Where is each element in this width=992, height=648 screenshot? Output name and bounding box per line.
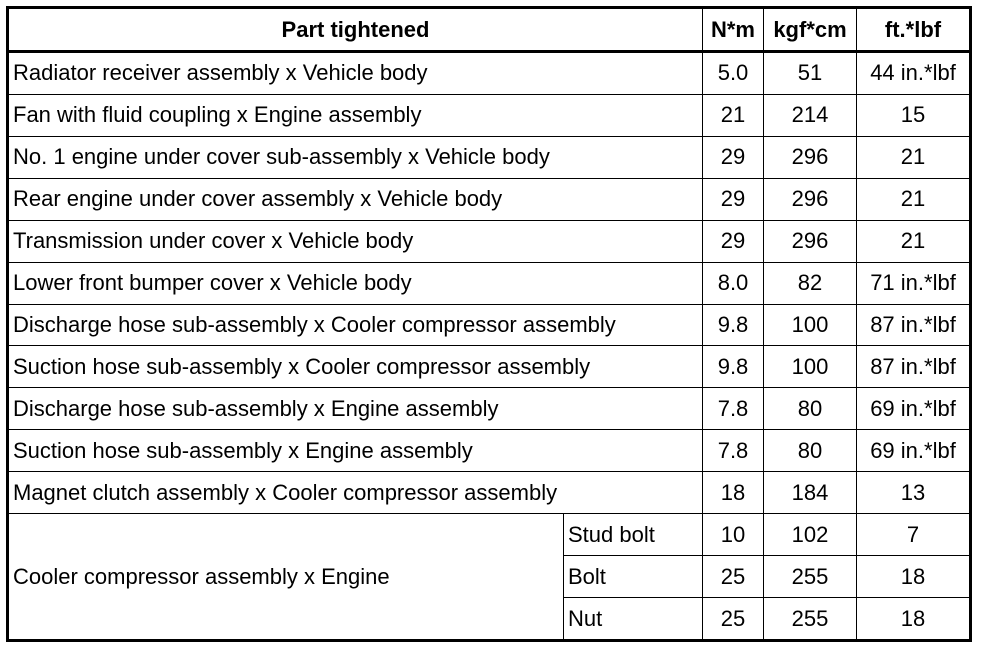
ft-cell: 69 in.*lbf: [857, 430, 971, 472]
ft-cell: 18: [857, 556, 971, 598]
ft-cell: 18: [857, 598, 971, 641]
group-part-cell: Cooler compressor assembly x Engine: [8, 514, 564, 641]
torque-spec-table: [6, 6, 972, 642]
ft-cell: 21: [857, 136, 971, 178]
sub-part-cell: Stud bolt: [564, 514, 703, 556]
nm-cell: 21: [703, 94, 764, 136]
kgf-cell: 100: [764, 304, 857, 346]
table-row: [8, 178, 971, 220]
kgf-cell: 296: [764, 178, 857, 220]
table-row: [8, 346, 971, 388]
part-cell: Suction hose sub-assembly x Cooler compressor assembly: [8, 346, 703, 388]
nm-cell: 10: [703, 514, 764, 556]
ft-cell: 69 in.*lbf: [857, 388, 971, 430]
kgf-cell: 100: [764, 346, 857, 388]
ft-cell: 71 in.*lbf: [857, 262, 971, 304]
header-row: [8, 8, 971, 52]
nm-cell: 29: [703, 220, 764, 262]
nm-cell: 29: [703, 136, 764, 178]
ft-cell: 21: [857, 178, 971, 220]
part-cell: No. 1 engine under cover sub-assembly x Vehicle body: [8, 136, 703, 178]
sub-part-cell: Bolt: [564, 556, 703, 598]
nm-cell: 5.0: [703, 52, 764, 95]
part-cell: Transmission under cover x Vehicle body: [8, 220, 703, 262]
kgf-cell: 255: [764, 598, 857, 641]
part-cell: Discharge hose sub-assembly x Cooler compressor assembly: [8, 304, 703, 346]
part-cell: Lower front bumper cover x Vehicle body: [8, 262, 703, 304]
nm-cell: 25: [703, 556, 764, 598]
nm-cell: 8.0: [703, 262, 764, 304]
ft-cell: 21: [857, 220, 971, 262]
part-cell: Rear engine under cover assembly x Vehicle body: [8, 178, 703, 220]
table-row: [8, 52, 971, 95]
ft-cell: 44 in.*lbf: [857, 52, 971, 95]
part-cell: Magnet clutch assembly x Cooler compressor assembly: [8, 472, 703, 514]
ft-cell: 87 in.*lbf: [857, 304, 971, 346]
ft-cell: 13: [857, 472, 971, 514]
ft-cell: 87 in.*lbf: [857, 346, 971, 388]
ft-cell: 15: [857, 94, 971, 136]
nm-cell: 25: [703, 598, 764, 641]
table-row: [8, 304, 971, 346]
nm-cell: 29: [703, 178, 764, 220]
header-kgf-cm: kgf*cm: [764, 8, 857, 52]
table-row: [8, 94, 971, 136]
table-row: [8, 136, 971, 178]
kgf-cell: 80: [764, 388, 857, 430]
header-part-tightened: Part tightened: [8, 8, 703, 52]
part-cell: Fan with fluid coupling x Engine assembly: [8, 94, 703, 136]
table-row: [8, 220, 971, 262]
part-cell: Discharge hose sub-assembly x Engine assembly: [8, 388, 703, 430]
kgf-cell: 255: [764, 556, 857, 598]
kgf-cell: 296: [764, 136, 857, 178]
kgf-cell: 296: [764, 220, 857, 262]
header-nm: N*m: [703, 8, 764, 52]
header-ft-lbf: ft.*lbf: [857, 8, 971, 52]
nm-cell: 9.8: [703, 346, 764, 388]
nm-cell: 9.8: [703, 304, 764, 346]
kgf-cell: 214: [764, 94, 857, 136]
kgf-cell: 184: [764, 472, 857, 514]
kgf-cell: 102: [764, 514, 857, 556]
sub-part-cell: Nut: [564, 598, 703, 641]
nm-cell: 18: [703, 472, 764, 514]
ft-cell: 7: [857, 514, 971, 556]
nm-cell: 7.8: [703, 388, 764, 430]
table-row: [8, 430, 971, 472]
nm-cell: 7.8: [703, 430, 764, 472]
table-row: [8, 388, 971, 430]
table-row: [8, 262, 971, 304]
kgf-cell: 82: [764, 262, 857, 304]
kgf-cell: 51: [764, 52, 857, 95]
kgf-cell: 80: [764, 430, 857, 472]
part-cell: Radiator receiver assembly x Vehicle body: [8, 52, 703, 95]
table-row: [8, 472, 971, 514]
part-cell: Suction hose sub-assembly x Engine assembly: [8, 430, 703, 472]
table-row-group: [8, 514, 971, 556]
